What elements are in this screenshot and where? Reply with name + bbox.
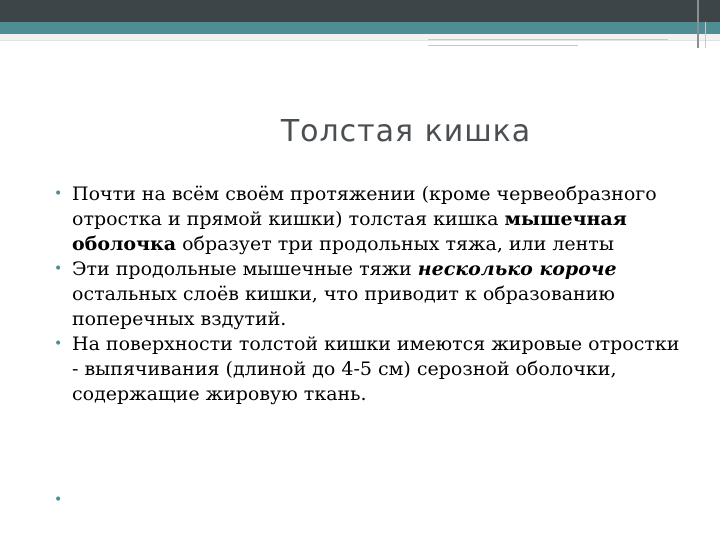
list-item [50, 257, 690, 332]
slide-title-text: Толстая кишка [280, 114, 532, 149]
list-item [50, 182, 690, 257]
bullet-icon: • [54, 261, 63, 277]
emphasis-text: несколько короче [417, 258, 617, 280]
bullet-text: Почти на всём своём протяжении (кроме червеобразного отростка и прямой кишки) толстая кишка [72, 183, 657, 230]
slide-title [0, 114, 720, 149]
bullet-text: На поверхности толстой кишки имеются жировые отростки - выпячивания (длиной до 4-5 см) серозной оболочки, содержащие жировую ткань. [72, 333, 680, 405]
bullet-list [50, 182, 690, 407]
decorative-line [428, 39, 668, 40]
bullet-text: остальных слоёв кишки, что приводит к образованию поперечных вздутий. [72, 283, 615, 330]
bullet-text: образует три продольных тяжа, или ленты [176, 233, 614, 255]
bullet-icon: • [54, 336, 63, 352]
decorative-rule [705, 22, 706, 48]
bold-text: мышечная оболочка [72, 208, 627, 255]
empty-bullet-icon: • [54, 492, 63, 508]
top-dark-bar [0, 0, 720, 22]
bullet-icon: • [54, 186, 63, 202]
decorative-rule [697, 0, 699, 48]
list-item [50, 332, 690, 407]
decorative-line [428, 45, 578, 46]
top-accent-bar [0, 22, 720, 34]
bullet-text: Эти продольные мышечные тяжи [72, 258, 418, 280]
